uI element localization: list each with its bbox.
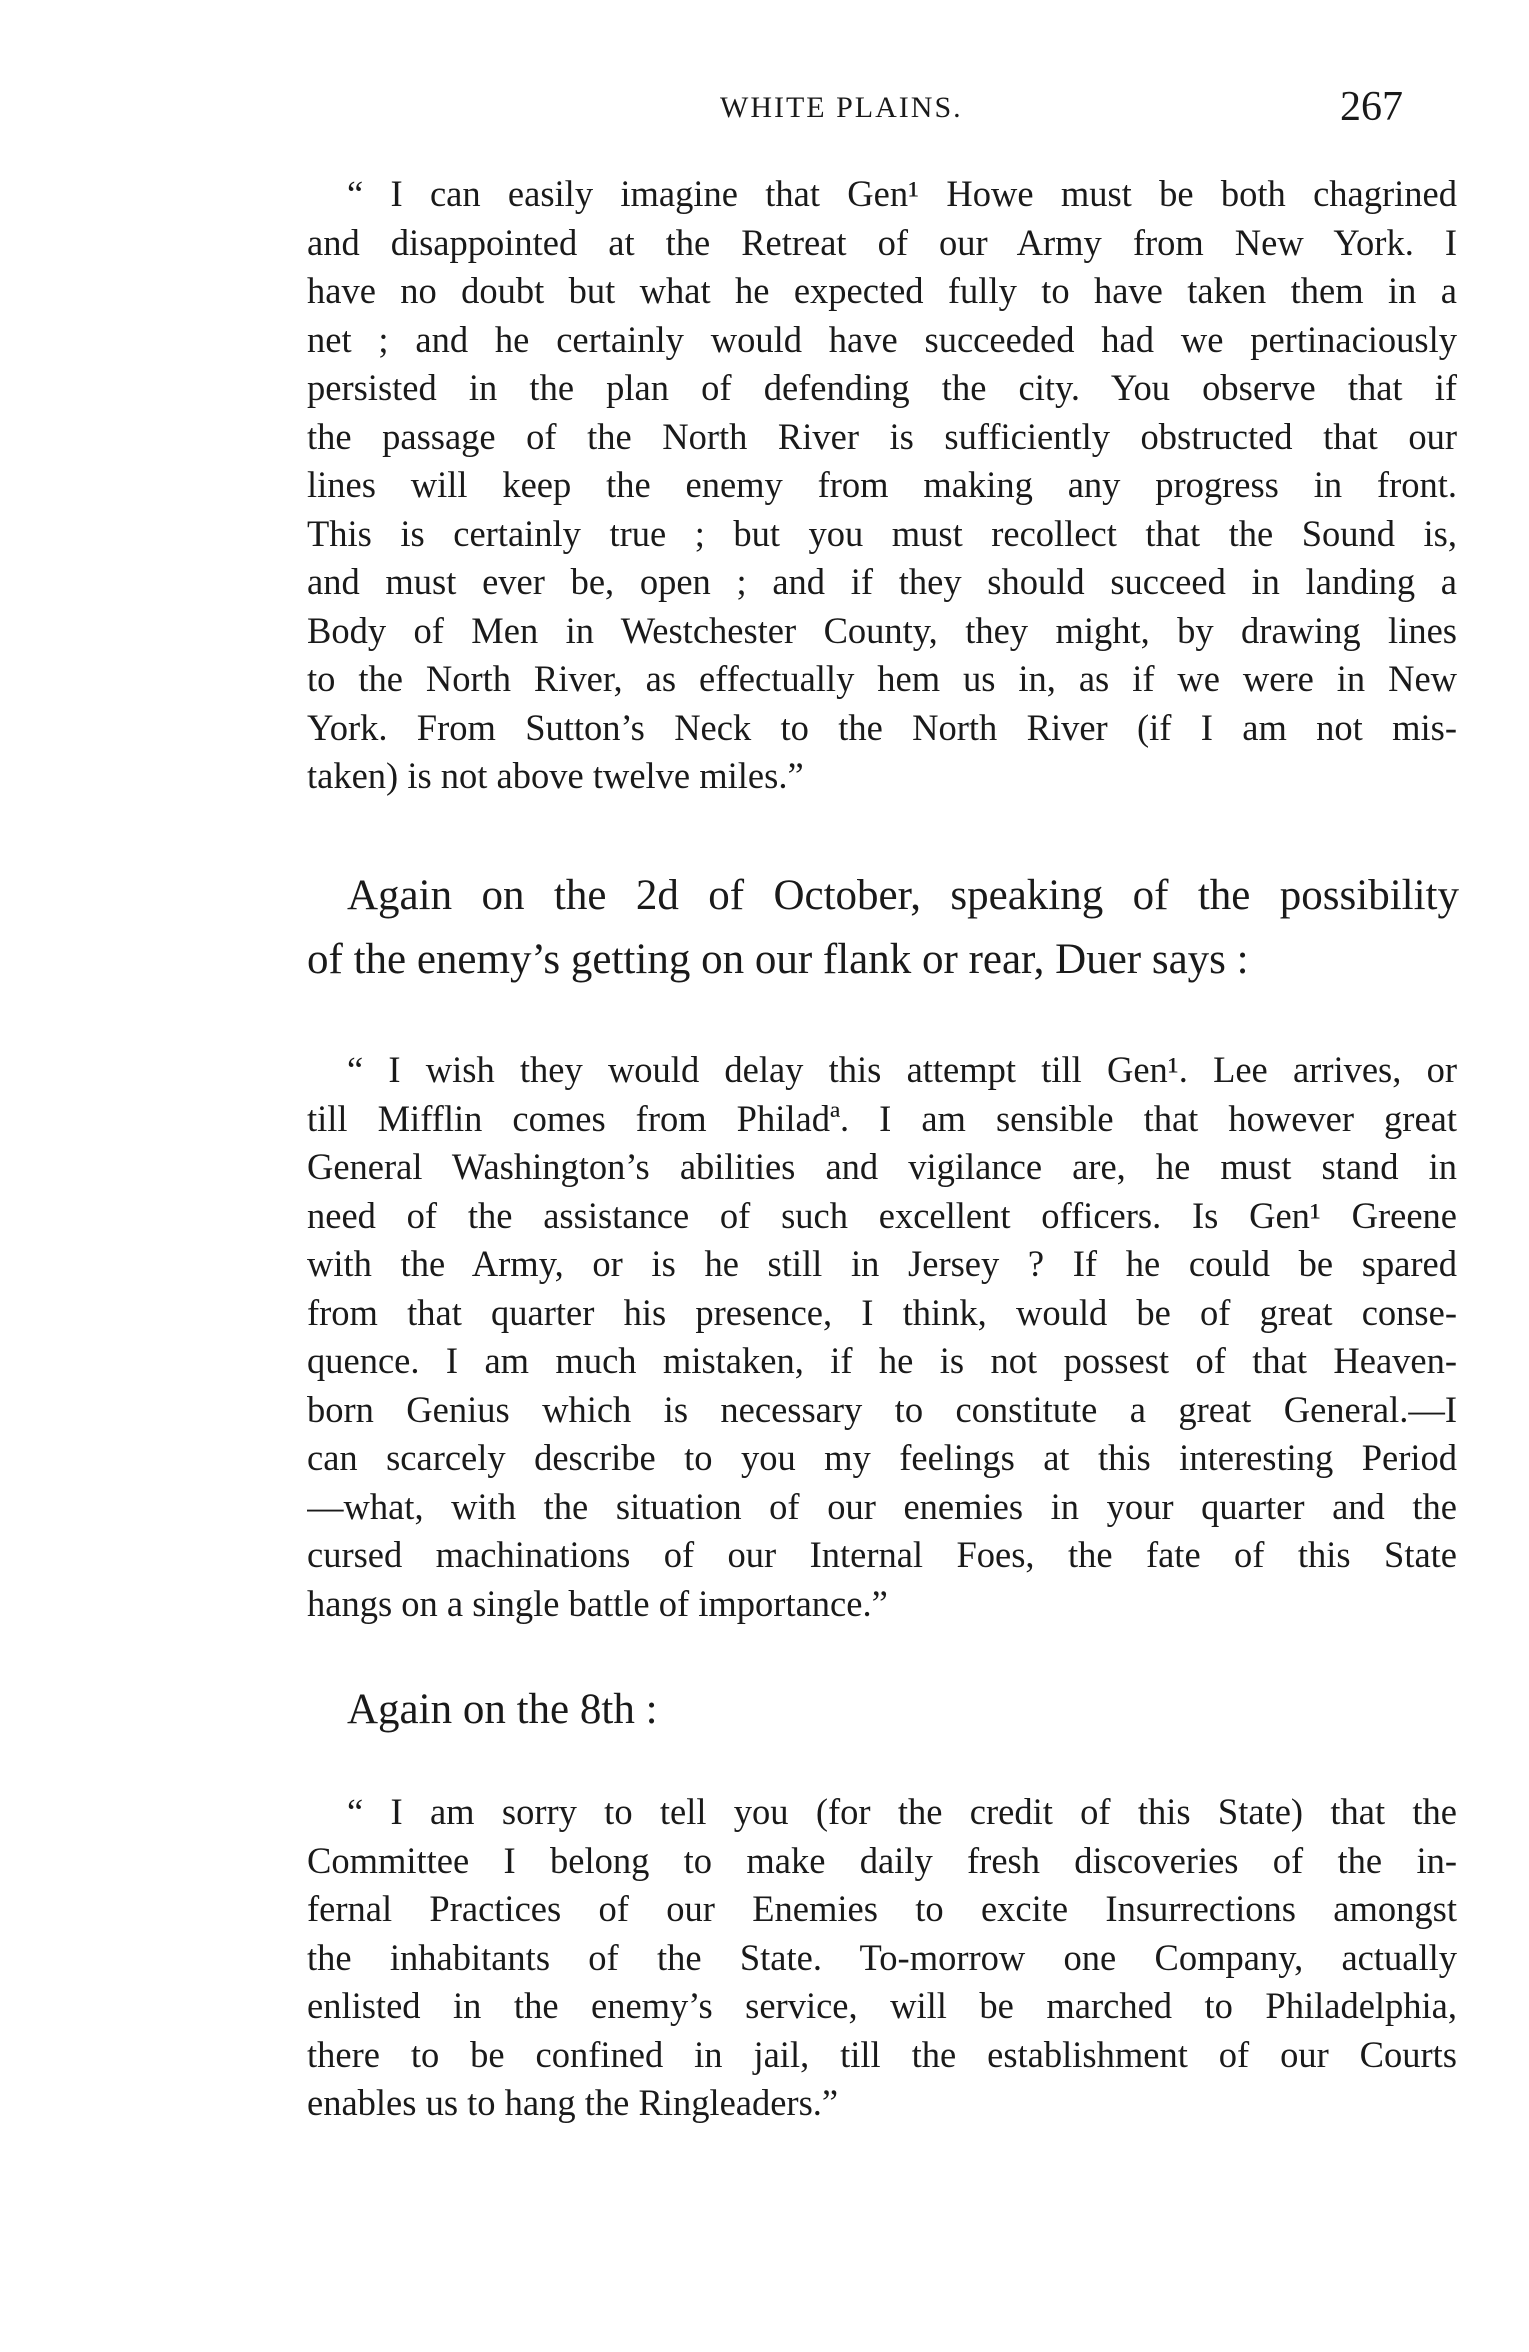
quote-line: Body of Men in Westchester County, they might, by drawing lines <box>307 609 1457 651</box>
quote-paragraph-1 <box>307 170 1457 801</box>
quote-line: Committee I belong to make daily fresh discoveries of the in- <box>307 1839 1457 1881</box>
quote-line: born Genius which is necessary to constitute a great General.—I <box>307 1388 1457 1430</box>
quote-line: with the Army, or is he still in Jersey ? If he could be spared <box>307 1243 1457 1284</box>
quote-line: “ I am sorry to tell you (for the credit of this State) that the <box>347 1791 1457 1832</box>
narrative-line: Again on the 8th : <box>347 1686 658 1733</box>
quote-line: have no doubt but what he expected fully to have taken them in a <box>307 270 1457 311</box>
quote-line: to the North River, as effectually hem us in, as if we were in New <box>307 658 1457 699</box>
quote-line: persisted in the plan of defending the city. You observe that if <box>307 367 1457 408</box>
quote-line: General Washington’s abilities and vigilance are, he must stand in <box>307 1146 1457 1187</box>
quote-line: cursed machinations of our Internal Foes, the fate of this State <box>307 1534 1457 1575</box>
quote-line: taken) is not above twelve miles.” <box>307 755 804 796</box>
narrative-line: Again on the 2d of October, speaking of the possibility <box>347 872 1459 919</box>
quote-line: enables us to hang the Ringleaders.” <box>307 2082 839 2123</box>
quote-line: “ I wish they would delay this attempt till Gen¹. Lee arrives, or <box>347 1049 1457 1090</box>
quote-line: York. From Sutton’s Neck to the North River (if I am not mis- <box>307 706 1457 748</box>
running-head <box>0 84 1529 138</box>
quote-line: the passage of the North River is sufficiently obstructed that our <box>307 415 1457 457</box>
quote-line: till Mifflin comes from Philadª. I am sensible that however great <box>307 1097 1457 1139</box>
quote-line: fernal Practices of our Enemies to excite Insurrections amongst <box>307 1888 1457 1929</box>
narrative-paragraph-1 <box>307 864 1459 992</box>
quote-line: enlisted in the enemy’s service, will be marched to Philadelphia, <box>307 1985 1457 2026</box>
quote-line: and disappointed at the Retreat of our Army from New York. I <box>307 221 1457 263</box>
quote-line: can scarcely describe to you my feelings at this interesting Period <box>307 1437 1457 1478</box>
quote-line: quence. I am much mistaken, if he is not possest of that Heaven- <box>307 1340 1457 1381</box>
quote-line: This is certainly true ; but you must recollect that the Sound is, <box>307 512 1457 554</box>
quote-line: there to be confined in jail, till the establishment of our Courts <box>307 2033 1457 2075</box>
narrative-paragraph-2 <box>307 1678 1457 1742</box>
quote-line: —what, with the situation of our enemies in your quarter and the <box>307 1485 1457 1527</box>
quote-paragraph-2 <box>307 1046 1457 1628</box>
quote-line: lines will keep the enemy from making any progress in front. <box>307 464 1457 505</box>
narrative-line: of the enemy’s getting on our flank or rear, Duer says : <box>307 936 1249 983</box>
quote-paragraph-3 <box>307 1788 1457 2128</box>
quote-line: net ; and he certainly would have succeeded had we pertinaciously <box>307 318 1457 360</box>
quote-line: need of the assistance of such excellent officers. Is Gen¹ Greene <box>307 1194 1457 1236</box>
quote-line: from that quarter his presence, I think, would be of great conse- <box>307 1291 1457 1333</box>
quote-line: the inhabitants of the State. To-morrow one Company, actually <box>307 1936 1457 1978</box>
quote-line: “ I can easily imagine that Gen¹ Howe must be both chagrined <box>347 173 1457 214</box>
running-title: WHITE PLAINS. <box>720 91 963 124</box>
page-number: 267 <box>1340 84 1403 130</box>
quote-line: hangs on a single battle of importance.” <box>307 1582 888 1624</box>
quote-line: and must ever be, open ; and if they should succeed in landing a <box>307 561 1457 602</box>
